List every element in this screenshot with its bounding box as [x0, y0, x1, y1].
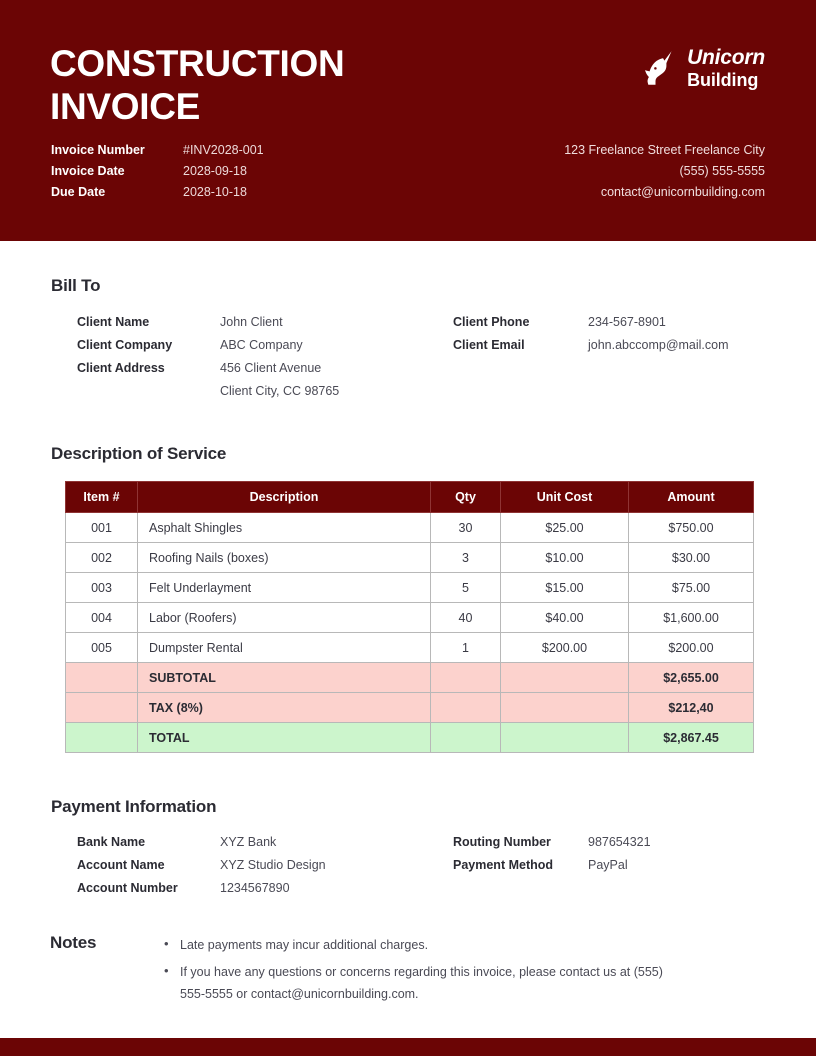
table-row — [66, 513, 754, 543]
brand-name: Unicorn — [687, 46, 765, 69]
field-label-bank-name: Bank Name — [77, 835, 146, 849]
cell-amount: $30.00 — [629, 543, 754, 573]
table-row — [66, 543, 754, 573]
meta-value-invoice-number: #INV2028-001 — [183, 143, 264, 157]
field-value-client-company: ABC Company — [220, 338, 303, 352]
cell-description: Dumpster Rental — [138, 633, 431, 663]
cell-empty — [501, 663, 629, 693]
cell-empty — [431, 663, 501, 693]
cell-unit-cost: $200.00 — [501, 633, 629, 663]
field-label-routing-number: Routing Number — [453, 835, 551, 849]
field-value-payment-method: PayPal — [588, 858, 628, 872]
bill-to-right-column — [453, 311, 729, 357]
table-row — [66, 633, 754, 663]
meta-label-invoice-number: Invoice Number — [51, 143, 145, 157]
field-client-email — [453, 334, 729, 357]
meta-row-invoice-date — [51, 161, 264, 182]
tax-amount: $212,40 — [629, 693, 754, 723]
list-item: • Late payments may incur additional charges. — [163, 934, 663, 956]
cell-item: 004 — [66, 603, 138, 633]
payment-left-column — [77, 831, 326, 900]
field-value-client-email: john.abccomp@mail.com — [588, 338, 729, 352]
field-payment-method — [453, 854, 651, 877]
cell-empty — [501, 693, 629, 723]
cell-amount: $750.00 — [629, 513, 754, 543]
cell-qty: 5 — [431, 573, 501, 603]
total-row — [66, 723, 754, 753]
field-label-account-number: Account Number — [77, 881, 178, 895]
field-value-routing-number: 987654321 — [588, 835, 651, 849]
cell-qty: 40 — [431, 603, 501, 633]
page-title-line-1: CONSTRUCTION — [50, 43, 345, 84]
column-header-description: Description — [138, 482, 431, 513]
subtotal-amount: $2,655.00 — [629, 663, 754, 693]
notes-list — [163, 934, 663, 1010]
company-contact — [564, 140, 765, 203]
notes-heading: Notes — [50, 933, 97, 952]
company-phone: (555) 555-5555 — [679, 164, 765, 178]
unicorn-head-icon — [644, 50, 678, 86]
meta-row-due-date — [51, 182, 264, 203]
cell-item: 005 — [66, 633, 138, 663]
cell-unit-cost: $15.00 — [501, 573, 629, 603]
meta-value-due-date: 2028-10-18 — [183, 185, 247, 199]
field-value-client-name: John Client — [220, 315, 283, 329]
total-label: TOTAL — [138, 723, 431, 753]
column-header-unit-cost: Unit Cost — [501, 482, 629, 513]
list-item: • If you have any questions or concerns regarding this invoice, please contact us at (555) 555-5555 or contact@unicornbuilding.com. — [163, 961, 663, 1005]
field-value-client-phone: 234-567-8901 — [588, 315, 666, 329]
field-account-name — [77, 854, 326, 877]
cell-qty: 30 — [431, 513, 501, 543]
meta-value-invoice-date: 2028-09-18 — [183, 164, 247, 178]
field-client-address — [77, 357, 339, 380]
meta-label-invoice-date: Invoice Date — [51, 164, 125, 178]
field-value-account-number: 1234567890 — [220, 881, 290, 895]
table-header-row — [66, 482, 754, 513]
field-client-company — [77, 334, 339, 357]
field-label-payment-method: Payment Method — [453, 858, 554, 872]
brand-subname: Building — [687, 70, 759, 90]
table-row — [66, 603, 754, 633]
cell-empty — [66, 693, 138, 723]
cell-unit-cost: $40.00 — [501, 603, 629, 633]
payment-heading: Payment Information — [51, 797, 217, 816]
total-amount: $2,867.45 — [629, 723, 754, 753]
field-routing-number — [453, 831, 651, 854]
services-heading: Description of Service — [51, 444, 227, 463]
field-bank-name — [77, 831, 326, 854]
cell-empty — [66, 723, 138, 753]
cell-unit-cost: $25.00 — [501, 513, 629, 543]
cell-description: Roofing Nails (boxes) — [138, 543, 431, 573]
cell-qty: 3 — [431, 543, 501, 573]
brand-logo — [644, 47, 765, 89]
field-value-client-address: 456 Client Avenue — [220, 361, 322, 375]
services-table — [65, 481, 754, 753]
cell-empty — [431, 693, 501, 723]
cell-description: Labor (Roofers) — [138, 603, 431, 633]
subtotal-label: SUBTOTAL — [138, 663, 431, 693]
cell-empty — [501, 723, 629, 753]
column-header-item: Item # — [66, 482, 138, 513]
cell-item: 001 — [66, 513, 138, 543]
cell-item: 002 — [66, 543, 138, 573]
table-row — [66, 573, 754, 603]
meta-row-invoice-number — [51, 140, 264, 161]
cell-empty — [66, 663, 138, 693]
tax-label: TAX (8%) — [138, 693, 431, 723]
bill-to-left-column — [77, 311, 339, 403]
bill-to-heading: Bill To — [51, 276, 101, 295]
column-header-amount: Amount — [629, 482, 754, 513]
footer-bar — [0, 1038, 816, 1056]
invoice-meta — [51, 140, 264, 203]
tax-row — [66, 693, 754, 723]
field-client-phone — [453, 311, 729, 334]
cell-description: Asphalt Shingles — [138, 513, 431, 543]
field-label-client-company: Client Company — [77, 338, 173, 352]
field-label-client-name: Client Name — [77, 315, 150, 329]
invoice-header — [0, 0, 816, 241]
company-email: contact@unicornbuilding.com — [600, 185, 765, 199]
field-account-number — [77, 877, 326, 900]
field-value-client-address-line2: Client City, CC 98765 — [220, 384, 340, 398]
cell-item: 003 — [66, 573, 138, 603]
cell-description: Felt Underlayment — [138, 573, 431, 603]
field-value-account-name: XYZ Studio Design — [220, 858, 326, 872]
cell-unit-cost: $10.00 — [501, 543, 629, 573]
page-title — [50, 42, 480, 129]
field-label-client-email: Client Email — [453, 338, 525, 352]
page-title-line-2: INVOICE — [50, 86, 201, 128]
cell-qty: 1 — [431, 633, 501, 663]
cell-empty — [431, 723, 501, 753]
subtotal-row — [66, 663, 754, 693]
field-label-client-phone: Client Phone — [453, 315, 530, 329]
cell-amount: $200.00 — [629, 633, 754, 663]
column-header-qty: Qty — [431, 482, 501, 513]
cell-amount: $75.00 — [629, 573, 754, 603]
cell-amount: $1,600.00 — [629, 603, 754, 633]
field-label-account-name: Account Name — [77, 858, 165, 872]
field-label-client-address: Client Address — [77, 361, 165, 375]
payment-right-column — [453, 831, 651, 877]
field-value-bank-name: XYZ Bank — [220, 835, 277, 849]
company-address: 123 Freelance Street Freelance City — [564, 143, 765, 157]
meta-label-due-date: Due Date — [51, 185, 106, 199]
field-client-name — [77, 311, 339, 334]
